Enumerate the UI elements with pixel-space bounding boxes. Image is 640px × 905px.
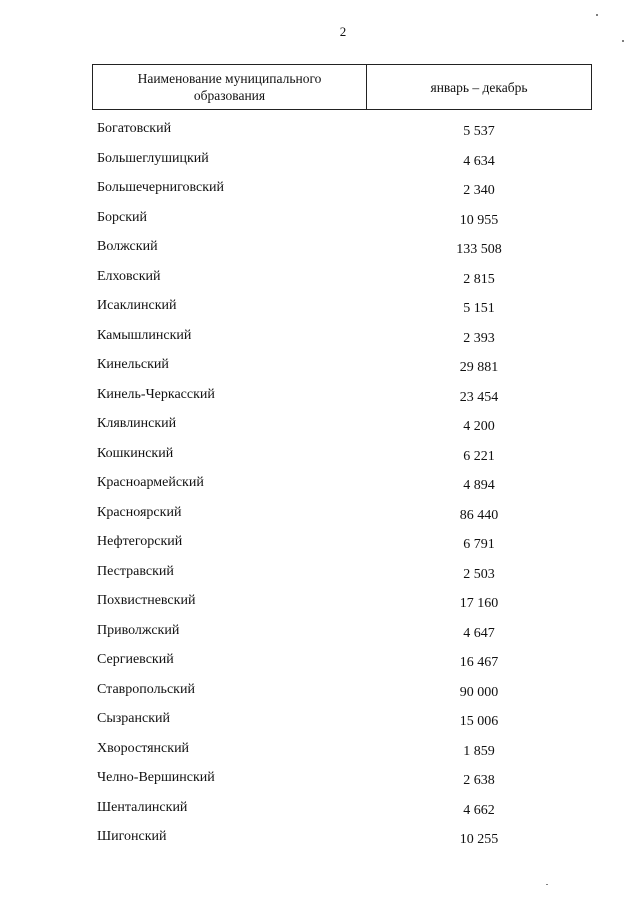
- municipality-value: 4 200: [463, 419, 495, 434]
- table-row: [0, 269, 640, 299]
- municipality-value: 2 340: [463, 183, 495, 198]
- municipality-value: 29 881: [459, 360, 499, 375]
- table-row: [0, 387, 640, 417]
- table-row: [0, 239, 640, 269]
- municipality-name: Нефтегорский: [97, 534, 183, 549]
- municipality-name: Сергиевский: [97, 652, 174, 667]
- municipality-value: 4 894: [463, 478, 495, 493]
- municipality-value: 15 006: [459, 714, 499, 729]
- municipality-value: 10 955: [459, 212, 499, 228]
- table-row: [0, 446, 640, 476]
- municipality-value: 133 508: [456, 242, 502, 257]
- municipality-name: Ставропольский: [97, 681, 195, 697]
- table-row: [0, 416, 640, 446]
- table-row: [0, 829, 640, 859]
- municipality-name: Приволжский: [97, 622, 180, 638]
- municipality-name: Кинель-Черкасский: [97, 386, 215, 402]
- municipality-name: Кошкинский: [97, 445, 174, 461]
- header-name-column: Наименование муниципального образования: [93, 65, 367, 109]
- municipality-value: 4 662: [463, 802, 495, 818]
- table-row: [0, 800, 640, 830]
- municipality-value: 86 440: [459, 507, 499, 523]
- table-row: [0, 357, 640, 387]
- municipality-name: Пестравский: [97, 563, 174, 579]
- scan-speck: [622, 40, 624, 42]
- municipality-name: Большечерниговский: [97, 180, 225, 195]
- table-row: [0, 151, 640, 181]
- municipality-name: Кинельский: [97, 357, 169, 372]
- municipality-value: 2 393: [463, 330, 495, 346]
- page-number: 2: [339, 24, 347, 39]
- municipality-value: 17 160: [459, 596, 499, 611]
- municipality-name: Сызранский: [97, 711, 170, 726]
- municipality-value: 2 815: [463, 271, 495, 287]
- municipality-name: Клявлинский: [97, 416, 177, 431]
- municipality-name: Шенталинский: [97, 799, 188, 815]
- table-row: [0, 770, 640, 800]
- municipality-value: 5 151: [463, 301, 495, 316]
- municipality-name: Хворостянский: [97, 740, 190, 756]
- municipality-name: Красноярский: [97, 504, 182, 520]
- municipality-name: Волжский: [97, 239, 158, 254]
- scan-speck: [546, 884, 548, 885]
- table-row: [0, 623, 640, 653]
- municipality-name: Большеглушицкий: [97, 150, 209, 166]
- table-row: [0, 298, 640, 328]
- municipality-value: 10 255: [459, 832, 499, 847]
- municipality-name: Камышлинский: [97, 327, 192, 343]
- table-row: [0, 121, 640, 151]
- municipality-name: Похвистневский: [97, 593, 196, 608]
- table-row: [0, 210, 640, 240]
- municipality-value: 4 634: [463, 153, 495, 169]
- municipality-name: Красноармейский: [97, 475, 204, 490]
- header-value-column: январь – декабрь: [430, 79, 528, 95]
- table-row: [0, 328, 640, 358]
- table-row: [0, 475, 640, 505]
- municipality-value: 6 791: [463, 537, 495, 552]
- table-row: [0, 711, 640, 741]
- table-row: [0, 682, 640, 712]
- municipality-value: 1 859: [463, 743, 495, 759]
- table-row: [0, 652, 640, 682]
- table-row: [0, 180, 640, 210]
- table-header: [92, 64, 592, 110]
- table-row: [0, 593, 640, 623]
- municipality-value: 5 537: [463, 124, 495, 139]
- municipality-name: Челно-Вершинский: [97, 770, 215, 785]
- scan-speck: [596, 14, 598, 16]
- municipality-value: 16 467: [459, 655, 499, 670]
- municipality-value: 2 503: [463, 566, 495, 582]
- municipality-value: 23 454: [459, 389, 499, 405]
- municipality-value: 90 000: [459, 684, 499, 700]
- municipality-value: 4 647: [463, 625, 495, 641]
- municipality-value: 6 221: [463, 448, 495, 464]
- municipality-name: Борский: [97, 209, 148, 225]
- municipality-name: Богатовский: [97, 121, 172, 136]
- table-row: [0, 534, 640, 564]
- table-row: [0, 564, 640, 594]
- municipality-value: 2 638: [463, 773, 495, 788]
- municipality-name: Исаклинский: [97, 298, 177, 313]
- table-row: [0, 741, 640, 771]
- table-row: [0, 505, 640, 535]
- municipality-name: Елховский: [97, 268, 161, 284]
- municipality-name: Шигонский: [97, 829, 167, 844]
- table-body: [0, 121, 640, 859]
